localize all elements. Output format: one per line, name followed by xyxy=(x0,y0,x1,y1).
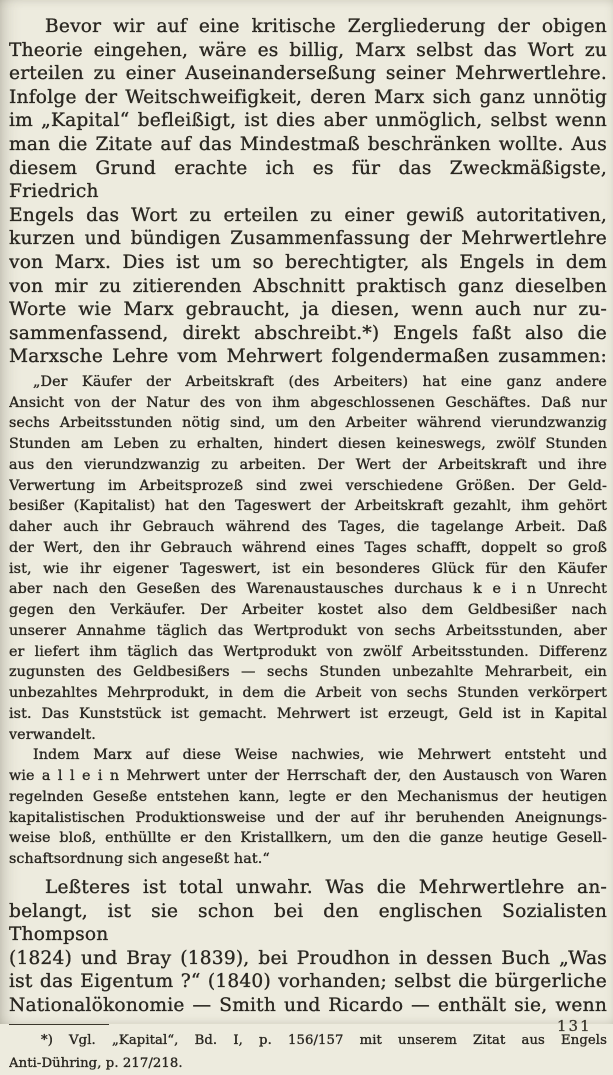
text-line: von mir zu zitierenden Abschnitt praktisch ganz dieselben xyxy=(9,275,607,297)
text-line: Theorie eingehen, wäre es billig, Marx selbst das Wort zu xyxy=(9,39,607,61)
text-line: aus den vierundzwanzig zu arbeiten. Der Wert der Arbeitskraft und ihre xyxy=(9,456,607,473)
text-line: Marxsche Lehre vom Mehrwert folgendermaßen zusammen: xyxy=(9,346,607,368)
text-line: ist, wie ihr eigener Tageswert, ist ein besonderes Glück für den Käufer xyxy=(9,560,607,577)
text-line: (1824) und Bray (1839), bei Proudhon in dessen Buch „Was xyxy=(9,947,607,969)
blockquote-engels-summary xyxy=(9,372,607,746)
text-line: kurzen und bündigen Zusammenfassung der Mehrwertlehre xyxy=(9,228,607,250)
text-line: sammenfassend, direkt abschreibt.*) Engels faßt also die xyxy=(9,322,607,344)
text-line: Nationalökonomie — Smith und Ricardo — enthält sie, wenn xyxy=(9,994,607,1016)
text-line: Bevor wir auf eine kritische Zergliederung der obigen xyxy=(45,16,607,37)
text-line: besißer (Kapitalist) hat den Tageswert der Arbeitskraft gezahlt, ihm gehört xyxy=(9,498,607,515)
text-line: unbezahltes Mehrprodukt, in dem die Arbeit von sechs Stunden verkörpert xyxy=(9,685,607,702)
text-line: erteilen zu einer Auseinanderseßung seiner Mehrwertlehre. xyxy=(9,63,607,85)
text-line: regelnden Geseße entstehen kann, legte er den Mechanismus der heutigen xyxy=(9,788,607,805)
blockquote-engels-conclusion xyxy=(9,745,607,870)
text-line: Leßteres ist total unwahr. Was die Mehrwertlehre an- xyxy=(45,876,607,898)
paragraph-rebuttal xyxy=(9,876,607,1018)
text-line: wie a l l e i n Mehrwert unter der Herrschaft der, den Austausch von Waren xyxy=(9,768,607,785)
text-line: unserer Annahme täglich das Wertprodukt von sechs Arbeitsstunden, aber xyxy=(9,622,607,639)
text-line: Ansicht von der Natur des von ihm abgeschlossenen Geschäftes. Daß nur xyxy=(9,394,607,411)
text-line: zugunsten des Geldbesißers — sechs Stunden unbezahlte Mehrarbeit, ein xyxy=(9,664,607,681)
text-line: man die Zitate auf das Mindestmaß beschränken wollte. Aus xyxy=(9,133,607,155)
text-line: er liefert ihm täglich das Wertprodukt von zwölf Arbeitsstunden. Differenz xyxy=(9,643,607,660)
text-line: „Der Käufer der Arbeitskraft (des Arbeiters) hat eine ganz andere xyxy=(33,373,607,390)
text-line: *) Vgl. „Kapital“, Bd. I, p. 156/157 mit unserem Zitat aus Engels xyxy=(41,1033,607,1049)
text-line: belangt, ist sie schon bei den englischen Sozialisten Thompson xyxy=(9,900,607,946)
text-line: ist. Das Kunststück ist gemacht. Mehrwert ist erzeugt, Geld ist in Kapital xyxy=(9,705,607,722)
text-line: diesem Grund erachte ich es für das Zweckmäßigste, Friedrich xyxy=(9,157,607,203)
text-line: daher auch ihr Gebrauch während des Tages, die tagelange Arbeit. Daß xyxy=(9,519,607,536)
text-line: Engels das Wort zu erteilen zu einer gewiß autoritativen, xyxy=(9,204,607,226)
text-line: der Wert, den ihr Gebrauch während eines Tages schafft, doppelt so groß xyxy=(9,539,607,556)
text-line: im „Kapital“ befleißigt, ist dies aber unmöglich, selbst wenn xyxy=(9,110,607,132)
text-line: Worte wie Marx gebraucht, ja diesen, wenn auch nur zu- xyxy=(9,299,607,321)
text-line: gegen den Verkäufer. Der Arbeiter kostet also dem Geldbesißer nach xyxy=(9,602,607,619)
text-line: Verwertung im Arbeitsprozeß sind zwei verschiedene Größen. Der Geld- xyxy=(9,477,607,494)
text-line: schaftsordnung sich angeseßt hat.“ xyxy=(9,851,270,868)
text-line: ist das Eigentum ?“ (1840) vorhanden; selbst die bürgerliche xyxy=(9,971,607,993)
text-line: Stunden am Leben zu erhalten, hindert diesen keineswegs, zwölf Stunden xyxy=(9,436,607,453)
text-line: von Marx. Dies ist um so berechtigter, als Engels in dem xyxy=(9,251,607,273)
text-line: Infolge der Weitschweifigkeit, deren Marx sich ganz unnötig xyxy=(9,86,607,108)
page-number: 131 xyxy=(557,1017,592,1035)
text-line: aber nach den Geseßen des Warenaustausches durchaus k e i n Unrecht xyxy=(9,581,607,598)
text-line: sechs Arbeitsstunden nötig sind, um den Arbeiter während vierundzwanzig xyxy=(9,415,607,432)
text-line: weise bloß, enthüllte er den Kristallkern, um den die ganze heutige Gesell- xyxy=(9,830,607,847)
text-line: Indem Marx auf diese Weise nachwies, wie Mehrwert entsteht und xyxy=(33,747,607,764)
text-line: Anti-Dühring, p. 217/218. xyxy=(9,1055,183,1071)
footnote-kapital-reference xyxy=(9,1030,607,1075)
paragraph-intro xyxy=(9,15,607,369)
footnote-separator-rule xyxy=(9,1024,109,1025)
text-line: verwandelt. xyxy=(9,726,96,743)
text-line: kapitalistischen Produktionsweise und der auf ihr beruhenden Aneignungs- xyxy=(9,809,607,826)
